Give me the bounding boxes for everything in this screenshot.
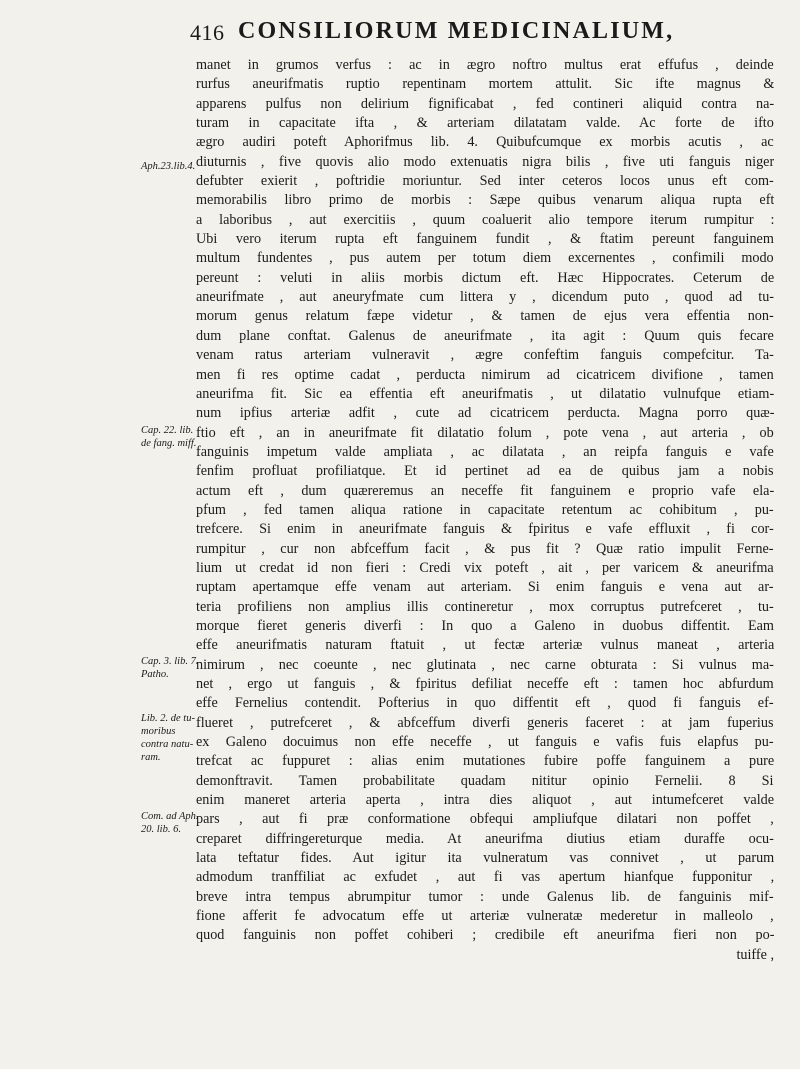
margin-note-cap3 <box>141 655 197 681</box>
page-number: 416 <box>190 20 225 45</box>
text-line: ex Galeno docuimus non effe neceffe , ut fanguis e vafis fuis elapfus pu- <box>196 734 774 751</box>
text-line: multum fundentes , pus autem per totum diem excernentes , confimili modo <box>196 250 774 267</box>
margin-note-com <box>141 810 197 836</box>
text-line: rumpitur , cur non abfceffum facit , & pus fit ? Quæ ratio impulit Ferne- <box>196 540 774 557</box>
text-line: teria profiliens non amplius illis contineretur , mox corruptus putrefceret , tu- <box>196 598 774 615</box>
margin-note-line: Aph.23.lib.4. <box>141 161 196 172</box>
text-line: ægro audiri poteft Aphorifmus lib. 4. Quibufcumque ex morbis acutis , ac <box>196 134 774 151</box>
text-line: aneurifmate , aut aneuryfmate cum littera y , dicendum puto , quod ad tu- <box>196 289 774 306</box>
text-line: pereunt : veluti in aliis morbis dictum eft. Hæc Hippocrates. Ceterum de <box>196 269 774 286</box>
margin-note-line: contra natu- <box>141 739 194 750</box>
margin-note-line: de fang. miff. <box>141 438 197 449</box>
text-line: num ipfius arteriæ adfit , cute ad cicatricem perducta. Magna porro quæ- <box>196 405 774 422</box>
margin-note-line: Cap. 3. lib. 7. <box>141 656 199 667</box>
text-line: enim maneret arteria aperta , intra dies aliquot , aut intumefceret valde <box>196 792 774 809</box>
text-line: lium ut credat id non fieri : Credi vix poteft , ait , per varicem & aneurifma <box>196 559 774 576</box>
text-line: net , ergo ut fanguis , & fpiritus defiliat neceffe eft : tamen hoc abfurdum <box>196 676 774 692</box>
text-line: breve intra tempus abrumpitur tumor : unde Galenus lib. de fanguinis mif- <box>196 888 774 905</box>
text-line: Ubi vero iterum rupta eft fanguinem fundit , & ftatim pereunt fanguinem <box>196 231 774 248</box>
text-line: manet in grumos verfus : ac in ægro noftro multus erat effufus , deinde <box>196 57 774 73</box>
text-line: pfum , fed tamen aliqua ratione in capacitate retentum ac cohibitum , pu- <box>196 501 774 518</box>
running-title: CONSILIORUM MEDICINALIUM, <box>238 18 675 44</box>
text-line: men fi res optime cadat , perducta nimirum ad cicatricem divifione , tamen <box>196 366 774 383</box>
text-line: ftio eft , an in aneurifmate fit dilatatio folum , pote vena , aut arteria , ob <box>196 424 774 441</box>
text-line: memorabilis libro primo de morbis : Sæpe quibus venarum aliqua rupta eft <box>196 192 774 209</box>
text-line: apparens pulfus non delirium fignificabat , fed contineri aliquid contra na- <box>196 95 774 112</box>
margin-note-line: Com. ad Aph. <box>141 811 199 822</box>
text-line: venam ratus arteriam vulneravit , ægre confeftim fanguis compefcitur. Ta- <box>196 347 774 364</box>
margin-note-line: 20. lib. 6. <box>141 824 181 835</box>
text-line: lata teftatur fides. Aut igitur ita vulneratum vas connivet , ut parum <box>196 850 774 867</box>
text-line: flueret , putrefceret , & abfceffum diverfi generis faceret : at jam fuperius <box>196 714 774 731</box>
margin-notes <box>0 0 199 1069</box>
text-line: a laboribus , aut exercitiis , quum coaluerit alio tempore iterum rumpitur : <box>196 211 774 228</box>
text-line: trefcere. Si enim in aneurifmate fanguis & fpiritus e vafe effluxit , fi cor- <box>196 521 774 538</box>
text-line: creparet diffringereturque media. At aneurifma diutius etiam duraffe ocu- <box>196 830 774 847</box>
text-line: nimirum , nec coeunte , nec glutinata , nec carne obturata : Si vulnus ma- <box>196 656 774 673</box>
text-line: defubter exierit , poftridie moriuntur. Sed inter ceteros locos unus eft com- <box>196 173 774 190</box>
text-line: pars , aut fi præ conformatione obfequi ampliufque dilatari non poffet , <box>196 811 774 828</box>
margin-note-line: Patho. <box>141 669 169 680</box>
margin-note-line: Cap. 22. lib. <box>141 425 194 436</box>
text-line: admodum tranffiliat ac exfudet , aut fi vas apertum hianfque fupponitur , <box>196 869 774 886</box>
text-line: quod fanguinis non poffet cohiberi ; credibile eft aneurifma fieri non po- <box>196 927 774 944</box>
text-line: effe Fernelius contendit. Pofterius in quo diffentit eft , quod fi fanguis ef- <box>196 695 774 712</box>
text-line: demonftravit. Tamen probabilitate quadam nititur opinio Fernelii. 8 Si <box>196 772 774 789</box>
text-line: fanguinis impetum valde ampliata , ac dilatata , an reipfa fanguis e vafe <box>196 443 774 460</box>
text-line: ruptam apertamque effe venam aut arteriam. Si enim fanguis e vena aut ar- <box>196 579 774 596</box>
text-line: effe aneurifmatis naturam ftatuit , ut fectæ arteriæ vulnus maneat , arteria <box>196 637 774 654</box>
body-text <box>196 56 774 965</box>
text-line: rurfus aneurifmatis ruptio repentinam mortem attulit. Sic ifte magnus & <box>196 76 774 93</box>
margin-note-line: moribus <box>141 726 176 737</box>
text-line: morum genus relatum fæpe videtur , & tamen de ejus vera effentia non- <box>196 308 774 325</box>
text-line: dum plane conftat. Galenus de aneurifmate , ita agit : Quum quis fecare <box>196 327 774 344</box>
text-line: fenfim profluat profiliatque. Et id pertinet ad ea de quibus jam a nobis <box>196 463 774 480</box>
text-line: actum eft , dum quæreremus an neceffe fit fanguinem e proprio vafe ela- <box>196 482 774 499</box>
text-line: aneurifma fit. Sic ea effentia eft aneurifmatis , ut dilatatio vulnufque etiam- <box>196 385 774 402</box>
margin-note-aph <box>141 160 197 173</box>
text-line: diuturnis , five quovis alio modo extenuatis nigra bilis , five uti fanguis niger <box>196 153 774 170</box>
text-line: fione afferit fe advocatum effe ut arteriæ vulneratæ mederetur in malleolo , <box>196 908 774 925</box>
margin-note-lib2 <box>141 712 197 764</box>
text-line: turam in capacitate ifta , & arteriam dilatatam valde. Ac forte de ifto <box>196 115 774 132</box>
text-line: morque fieret generis diverfi : In quo a Galeno in duobus diffentit. Eam <box>196 617 774 634</box>
text-line: trefcat ac fuppuret : alias enim mutationes fubire poffe fanguinem a pure <box>196 753 774 770</box>
text-line: tuiffe , <box>736 946 774 963</box>
margin-note-line: Lib. 2. de tu- <box>141 713 195 724</box>
margin-note-line: ram. <box>141 752 161 763</box>
margin-note-cap22 <box>141 424 197 450</box>
